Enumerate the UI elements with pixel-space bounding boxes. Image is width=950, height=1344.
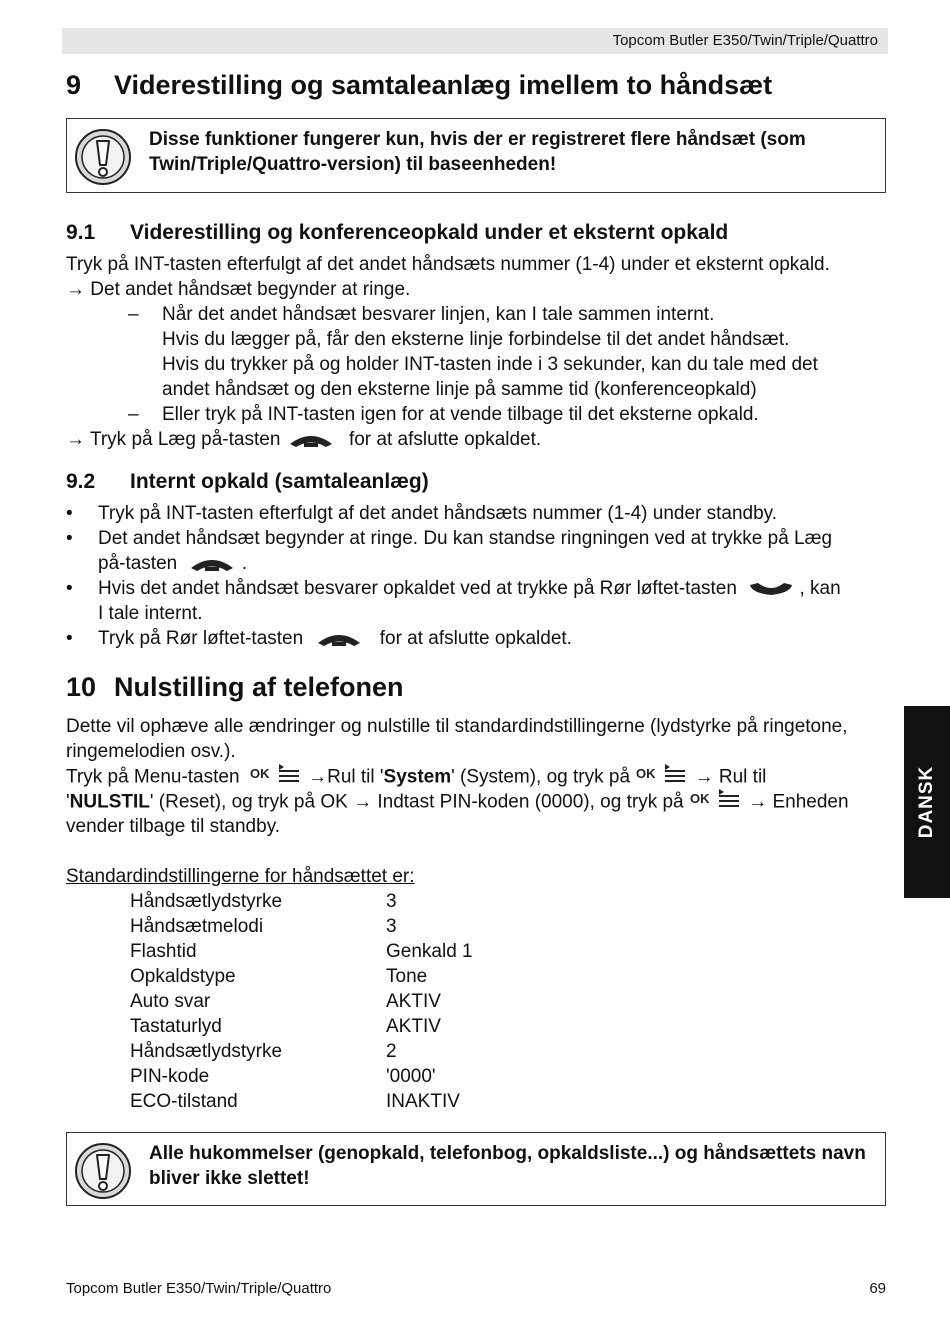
arrow-icon: → bbox=[308, 766, 328, 788]
text: på-tasten bbox=[98, 553, 178, 574]
list-item: Tryk på INT-tasten efterfulgt af det andet håndsæts nummer (1-4) under standby. bbox=[98, 503, 778, 524]
paragraph: Tryk på INT-tasten efterfulgt af det andet håndsæts nummer (1-4) under et eksternt opkald. bbox=[66, 254, 830, 275]
section-number: 9.2 bbox=[66, 470, 96, 493]
svg-text:OK: OK bbox=[636, 766, 656, 781]
section-number: 10 bbox=[66, 672, 97, 702]
text-bold: System bbox=[383, 766, 452, 788]
section-number: 9.1 bbox=[66, 221, 96, 244]
paragraph: Dette vil ophæve alle ændringer og nulstille til standardindstillingerne (lydstyrke på ringetone, bbox=[66, 716, 848, 737]
list-item bbox=[98, 576, 841, 601]
text: Hvis det andet håndsæt besvarer opkaldet ved at trykke på Rør løftet-tasten bbox=[98, 578, 737, 599]
bullet: • bbox=[66, 528, 73, 549]
text: , kan bbox=[799, 578, 841, 599]
list-item: Hvis du lægger på, får den eksterne linje forbindelse til det andet håndsæt. bbox=[162, 329, 790, 350]
text: Standardindstillingerne for håndsættet er: bbox=[66, 866, 415, 887]
footer-title: Topcom Butler E350/Twin/Triple/Quattro bbox=[66, 1280, 332, 1297]
paragraph: ringemelodien osv.). bbox=[66, 741, 236, 762]
section-title: Nulstilling af telefonen bbox=[114, 672, 404, 702]
language-label: DANSK bbox=[916, 765, 937, 839]
setting-label: Håndsætlydstyrke bbox=[130, 891, 283, 912]
arrow-icon: → bbox=[353, 791, 373, 813]
list-item: Hvis du trykker på og holder INT-tasten inde i 3 sekunder, kan du tale med det bbox=[162, 354, 818, 375]
setting-label: ECO-tilstand bbox=[130, 1091, 238, 1112]
setting-value: 3 bbox=[386, 891, 397, 912]
bullet: • bbox=[66, 578, 73, 599]
section-9-1-heading bbox=[66, 221, 728, 245]
setting-value: Genkald 1 bbox=[386, 941, 473, 962]
pick-up-icon bbox=[748, 579, 794, 599]
text: Det andet håndsæt begynder at ringe. bbox=[90, 279, 411, 300]
bullet: • bbox=[66, 503, 73, 524]
text: ' bbox=[66, 791, 70, 813]
svg-text:OK: OK bbox=[249, 766, 270, 781]
setting-label: Auto svar bbox=[130, 991, 211, 1012]
warning-note bbox=[66, 1132, 886, 1206]
paragraph bbox=[66, 789, 849, 816]
page-header bbox=[62, 28, 888, 54]
section-title: Viderestilling og samtaleanlæg imellem to håndsæt bbox=[114, 70, 773, 100]
text: Indtast PIN-koden (0000), og tryk på bbox=[377, 791, 684, 813]
text: Rul til bbox=[718, 766, 767, 788]
bullet: • bbox=[66, 628, 73, 649]
exclamation-icon bbox=[73, 127, 133, 187]
setting-value: AKTIV bbox=[386, 991, 441, 1012]
note-text: Alle hukommelser (genopkald, telefonbog, opkaldsliste...) og håndsættets navn bliver ikke slettet! bbox=[149, 1143, 866, 1189]
text: for at afslutte opkaldet. bbox=[348, 429, 542, 450]
hang-up-icon bbox=[314, 629, 364, 649]
list-item: Eller tryk på INT-tasten igen for at vende tilbage til det eksterne opkald. bbox=[162, 404, 759, 425]
header-title: Topcom Butler E350/Twin/Triple/Quattro bbox=[612, 32, 878, 49]
hang-up-icon bbox=[187, 554, 237, 574]
paragraph bbox=[66, 764, 766, 791]
page-number: 69 bbox=[869, 1280, 886, 1297]
dash-marker: – bbox=[128, 404, 139, 425]
setting-label: Opkaldstype bbox=[130, 966, 236, 987]
hang-up-icon bbox=[286, 430, 336, 450]
text: for at afslutte opkaldet. bbox=[379, 628, 572, 649]
arrow-icon: → bbox=[748, 791, 768, 813]
section-title: Internt opkald (samtaleanlæg) bbox=[130, 470, 429, 493]
language-tab bbox=[904, 706, 950, 898]
setting-value: '0000' bbox=[386, 1066, 436, 1087]
arrow-icon: → bbox=[66, 429, 85, 450]
section-9-heading bbox=[66, 70, 772, 101]
setting-label: Tastaturlyd bbox=[130, 1016, 222, 1037]
setting-value: AKTIV bbox=[386, 1016, 441, 1037]
setting-value: Tone bbox=[386, 966, 428, 987]
text: . bbox=[241, 553, 248, 574]
text: ' (System), og tryk på bbox=[451, 766, 631, 788]
paragraph bbox=[66, 427, 541, 452]
section-9-2-heading bbox=[66, 470, 429, 494]
list-item: andet håndsæt og den eksterne linje på samme tid (konferenceopkald) bbox=[162, 379, 757, 400]
setting-value: INAKTIV bbox=[386, 1091, 460, 1112]
list-item bbox=[98, 626, 572, 651]
setting-label: Flashtid bbox=[130, 941, 197, 962]
setting-value: 3 bbox=[386, 916, 397, 937]
text-bold: NULSTIL bbox=[69, 791, 150, 813]
section-number: 9 bbox=[66, 70, 82, 100]
text: Tryk på Læg på-tasten bbox=[89, 429, 281, 450]
svg-text:OK: OK bbox=[689, 791, 710, 806]
arrow-icon: → bbox=[694, 766, 714, 788]
list-item bbox=[98, 551, 247, 576]
note-text: Disse funktioner fungerer kun, hvis der er registreret flere håndsæt (som Twin/Triple/Quattro-version) til baseenheden! bbox=[149, 129, 806, 175]
list-item: Det andet håndsæt begynder at ringe. Du kan standse ringningen ved at trykke på Læg bbox=[98, 528, 833, 549]
list-item: Når det andet håndsæt besvarer linjen, kan I tale sammen internt. bbox=[162, 304, 715, 325]
arrow-icon: → bbox=[66, 279, 85, 300]
section-title: Viderestilling og konferenceopkald under et eksternt opkald bbox=[130, 221, 729, 244]
setting-label: Håndsætmelodi bbox=[130, 916, 264, 937]
text: Enheden bbox=[772, 791, 849, 813]
text: Tryk på Rør løftet-tasten bbox=[98, 628, 304, 649]
text: ' (Reset), og tryk på OK bbox=[149, 791, 348, 813]
exclamation-icon bbox=[73, 1141, 133, 1201]
warning-note bbox=[66, 118, 886, 193]
setting-label: PIN-kode bbox=[130, 1066, 210, 1087]
paragraph bbox=[66, 277, 410, 302]
defaults-heading bbox=[66, 864, 415, 889]
list-item: I tale internt. bbox=[98, 603, 203, 624]
text: Tryk på Menu-tasten bbox=[66, 766, 240, 788]
text: Rul til ' bbox=[327, 766, 384, 788]
setting-label: Håndsætlydstyrke bbox=[130, 1041, 283, 1062]
dash-marker: – bbox=[128, 304, 139, 325]
ok-menu-icon bbox=[249, 764, 303, 791]
setting-value: 2 bbox=[386, 1041, 397, 1062]
ok-menu-icon bbox=[635, 764, 689, 791]
section-10-heading bbox=[66, 672, 404, 703]
ok-menu-icon bbox=[689, 789, 743, 816]
paragraph: vender tilbage til standby. bbox=[66, 816, 281, 837]
